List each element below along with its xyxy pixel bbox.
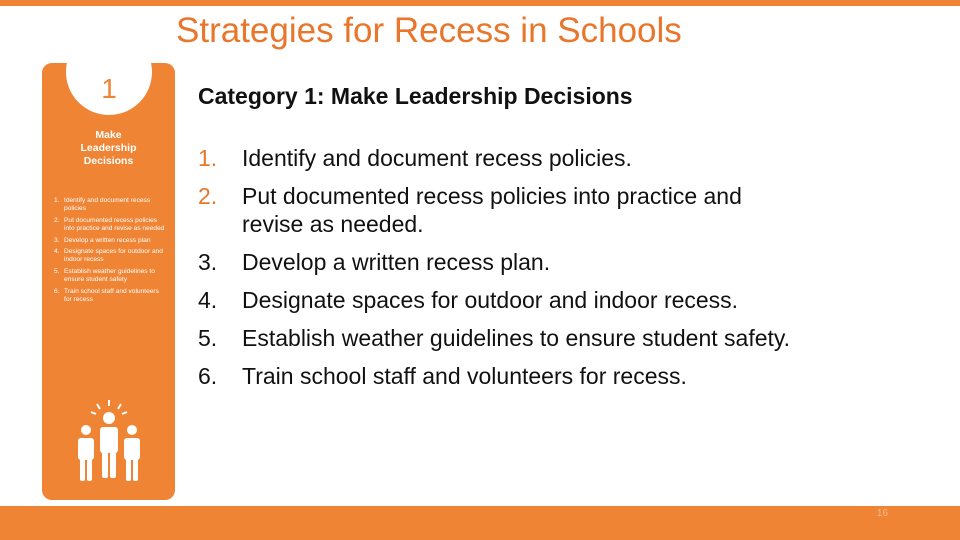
panel-list-item: 4. Designate spaces for outdoor and indoor recess — [54, 248, 163, 264]
strategy-item: 3. Develop a written recess plan. — [198, 249, 551, 275]
panel-list-item: 6. Train school staff and volunteers for recess — [54, 287, 159, 304]
strategy-item: 5. Establish weather guidelines to ensure student safety. — [198, 325, 791, 351]
strategy-list — [198, 144, 898, 400]
people-leader-icon — [72, 398, 146, 488]
panel-list-item: 2. Put documented recess policies into practice and revise as needed — [54, 216, 165, 233]
category-badge-number: 1 — [101, 73, 117, 104]
category-panel-heading: Make Leadership Decisions — [80, 129, 137, 167]
bottom-accent-bar — [0, 506, 960, 540]
strategy-item: 1. Identify and document recess policies. — [198, 145, 632, 171]
category-panel — [42, 63, 175, 500]
panel-list-item: 1. Identify and document recess policies — [54, 197, 151, 213]
strategy-item: 6. Train school staff and volunteers for recess. — [198, 363, 687, 389]
category-subtitle: Category 1: Make Leadership Decisions — [198, 83, 633, 109]
strategy-item: 2. Put documented recess policies into practice and revise as needed. — [198, 183, 742, 237]
category-panel-list — [54, 197, 166, 307]
slide-title: Strategies for Recess in Schools — [176, 11, 682, 50]
slide-number: 16 — [876, 508, 888, 519]
panel-list-item: 5. Establish weather guidelines to ensure student safety — [54, 267, 155, 284]
top-accent-bar — [0, 0, 960, 6]
panel-list-item: 3. Develop a written recess plan — [54, 236, 151, 244]
category-badge — [66, 63, 152, 115]
strategy-item: 4. Designate spaces for outdoor and indoor recess. — [198, 287, 739, 313]
